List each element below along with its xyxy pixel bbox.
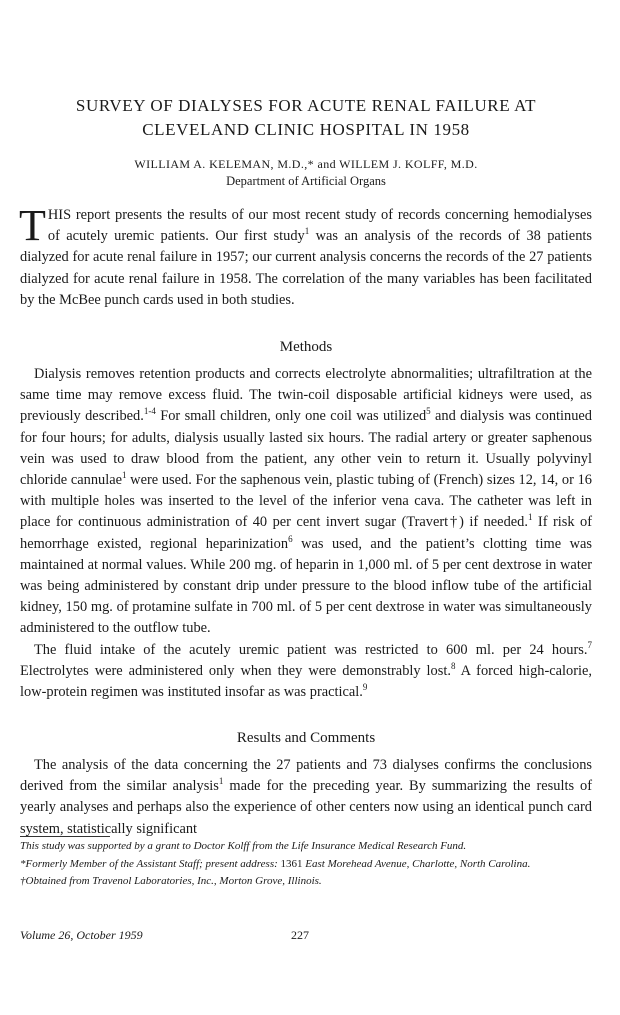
methods-text: If risk of hemorrhage existed, regional heparinization	[20, 514, 593, 552]
footnote-address-number: 1361	[280, 857, 303, 870]
methods-text: Electrolytes were administered only when they were demonstrably lost.	[20, 662, 451, 679]
footnote-formerly	[20, 856, 592, 874]
reference-marker: 9	[362, 682, 368, 693]
results-heading: Results and Comments	[236, 730, 376, 746]
drop-cap: T	[19, 201, 46, 250]
reference-marker: 6	[288, 533, 293, 544]
footnote-text: East Morehead Avenue, Charlotte, North Carolina.	[302, 857, 531, 870]
intro-text-2: was an analysis of the records of 38 patients dialyzed for acute renal failure in 1957; our current analysis concerns the records of the 27 patients dialyzed for acute renal failure in 1958. The correlation of the many variables has been facilitated by the McBee punch cards used in both studies.	[20, 228, 592, 308]
methods-text: were used. For the saphenous vein, plastic tubing of (French) sizes 12, 14, or 16 with multiple holes was inserted to the level of the inferior vena cava. The catheter was left in place for continuous administration of 40 per cent invert sugar (Travert†) if needed.	[20, 472, 592, 531]
reference-marker: 7	[587, 639, 592, 650]
intro-text-1: HIS report presents the results of our most recent study of records concerning hemodialyses of acutely uremic patients. Our first study	[47, 207, 592, 245]
methods-text: was used, and the patient’s clotting time was maintained at normal values. While 200 mg. of heparin in 1,000 ml. of 5 per cent dextrose in water was being administered by constant drip under pressure to the blood inflow tube of the artificial kidney, 150 mg. of protamine sulfate in 700 ml. of 5 per cent dextrose in water was simultaneously administered to the outflow tube.	[20, 535, 592, 637]
reference-marker: 1	[218, 776, 224, 787]
methods-paragraph-2	[20, 640, 592, 704]
author-list: WILLIAM A. KELEMAN, M.D.,* and WILLEM J. KOLFF, M.D.	[134, 157, 478, 171]
results-text: The analysis of the data concerning the 27 patients and 73 dialyses confirms the conclusions derived from the similar analysis	[20, 757, 592, 795]
journal-volume: Volume 26, October 1959	[20, 928, 143, 942]
reference-marker: 1	[121, 470, 127, 481]
methods-text: Dialysis removes retention products and corrects electrolyte abnormalities; ultrafiltration at the same time may remove excess fluid. The twin-coil disposable artificial kidneys were used, as previously described.	[20, 366, 592, 425]
intro-paragraph	[19, 201, 592, 311]
methods-section	[20, 364, 592, 703]
reference-marker: 1	[527, 512, 533, 523]
reference-marker: 1	[304, 226, 310, 237]
methods-text: The fluid intake of the acutely uremic patient was restricted to 600 ml. per 24 hours.	[34, 641, 588, 658]
footnote-divider	[20, 836, 110, 837]
article-title-line-2: CLEVELAND CLINIC HOSPITAL IN 1958	[142, 120, 470, 139]
methods-text: and dialysis was continued for four hours; for adults, dialysis usually lasted six hours. The radial artery or greater saphenous vein was used to draw blood from the patient, any other vein to return it. Usually polyvinyl chloride cannulae	[20, 408, 592, 489]
intro-section	[19, 201, 592, 311]
reference-marker: 1-4	[143, 406, 156, 417]
reference-marker: 5	[426, 406, 431, 417]
footnote-obtained: †Obtained from Travenol Laboratories, Inc., Morton Grove, Illinois.	[20, 875, 322, 887]
article-title-line-1: SURVEY OF DIALYSES FOR ACUTE RENAL FAILURE AT	[75, 96, 537, 115]
page-number: 227	[291, 928, 309, 942]
footnote-text: *Formerly Member of the Assistant Staff; present address:	[20, 857, 281, 870]
methods-heading: Methods	[279, 339, 333, 355]
results-paragraph	[20, 755, 592, 840]
methods-paragraph-1	[20, 364, 592, 640]
methods-text: For small children, only one coil was utilized	[155, 408, 427, 425]
results-section	[20, 755, 592, 840]
article-title	[20, 94, 592, 142]
author-affiliation: Department of Artificial Organs	[226, 174, 386, 188]
footnotes	[20, 838, 592, 891]
results-text: made for the preceding year. By summarizing the results of yearly analyses and perhaps also the experience of other centers now using an identical punch card system, statistically significant	[20, 778, 592, 837]
reference-marker: 8	[450, 660, 456, 671]
methods-text: A forced high-calorie, low-protein regimen was instituted insofar as was practical.	[20, 662, 592, 701]
footnote-support: This study was supported by a grant to Doctor Kolff from the Life Insurance Medical Research Fund.	[20, 840, 467, 852]
